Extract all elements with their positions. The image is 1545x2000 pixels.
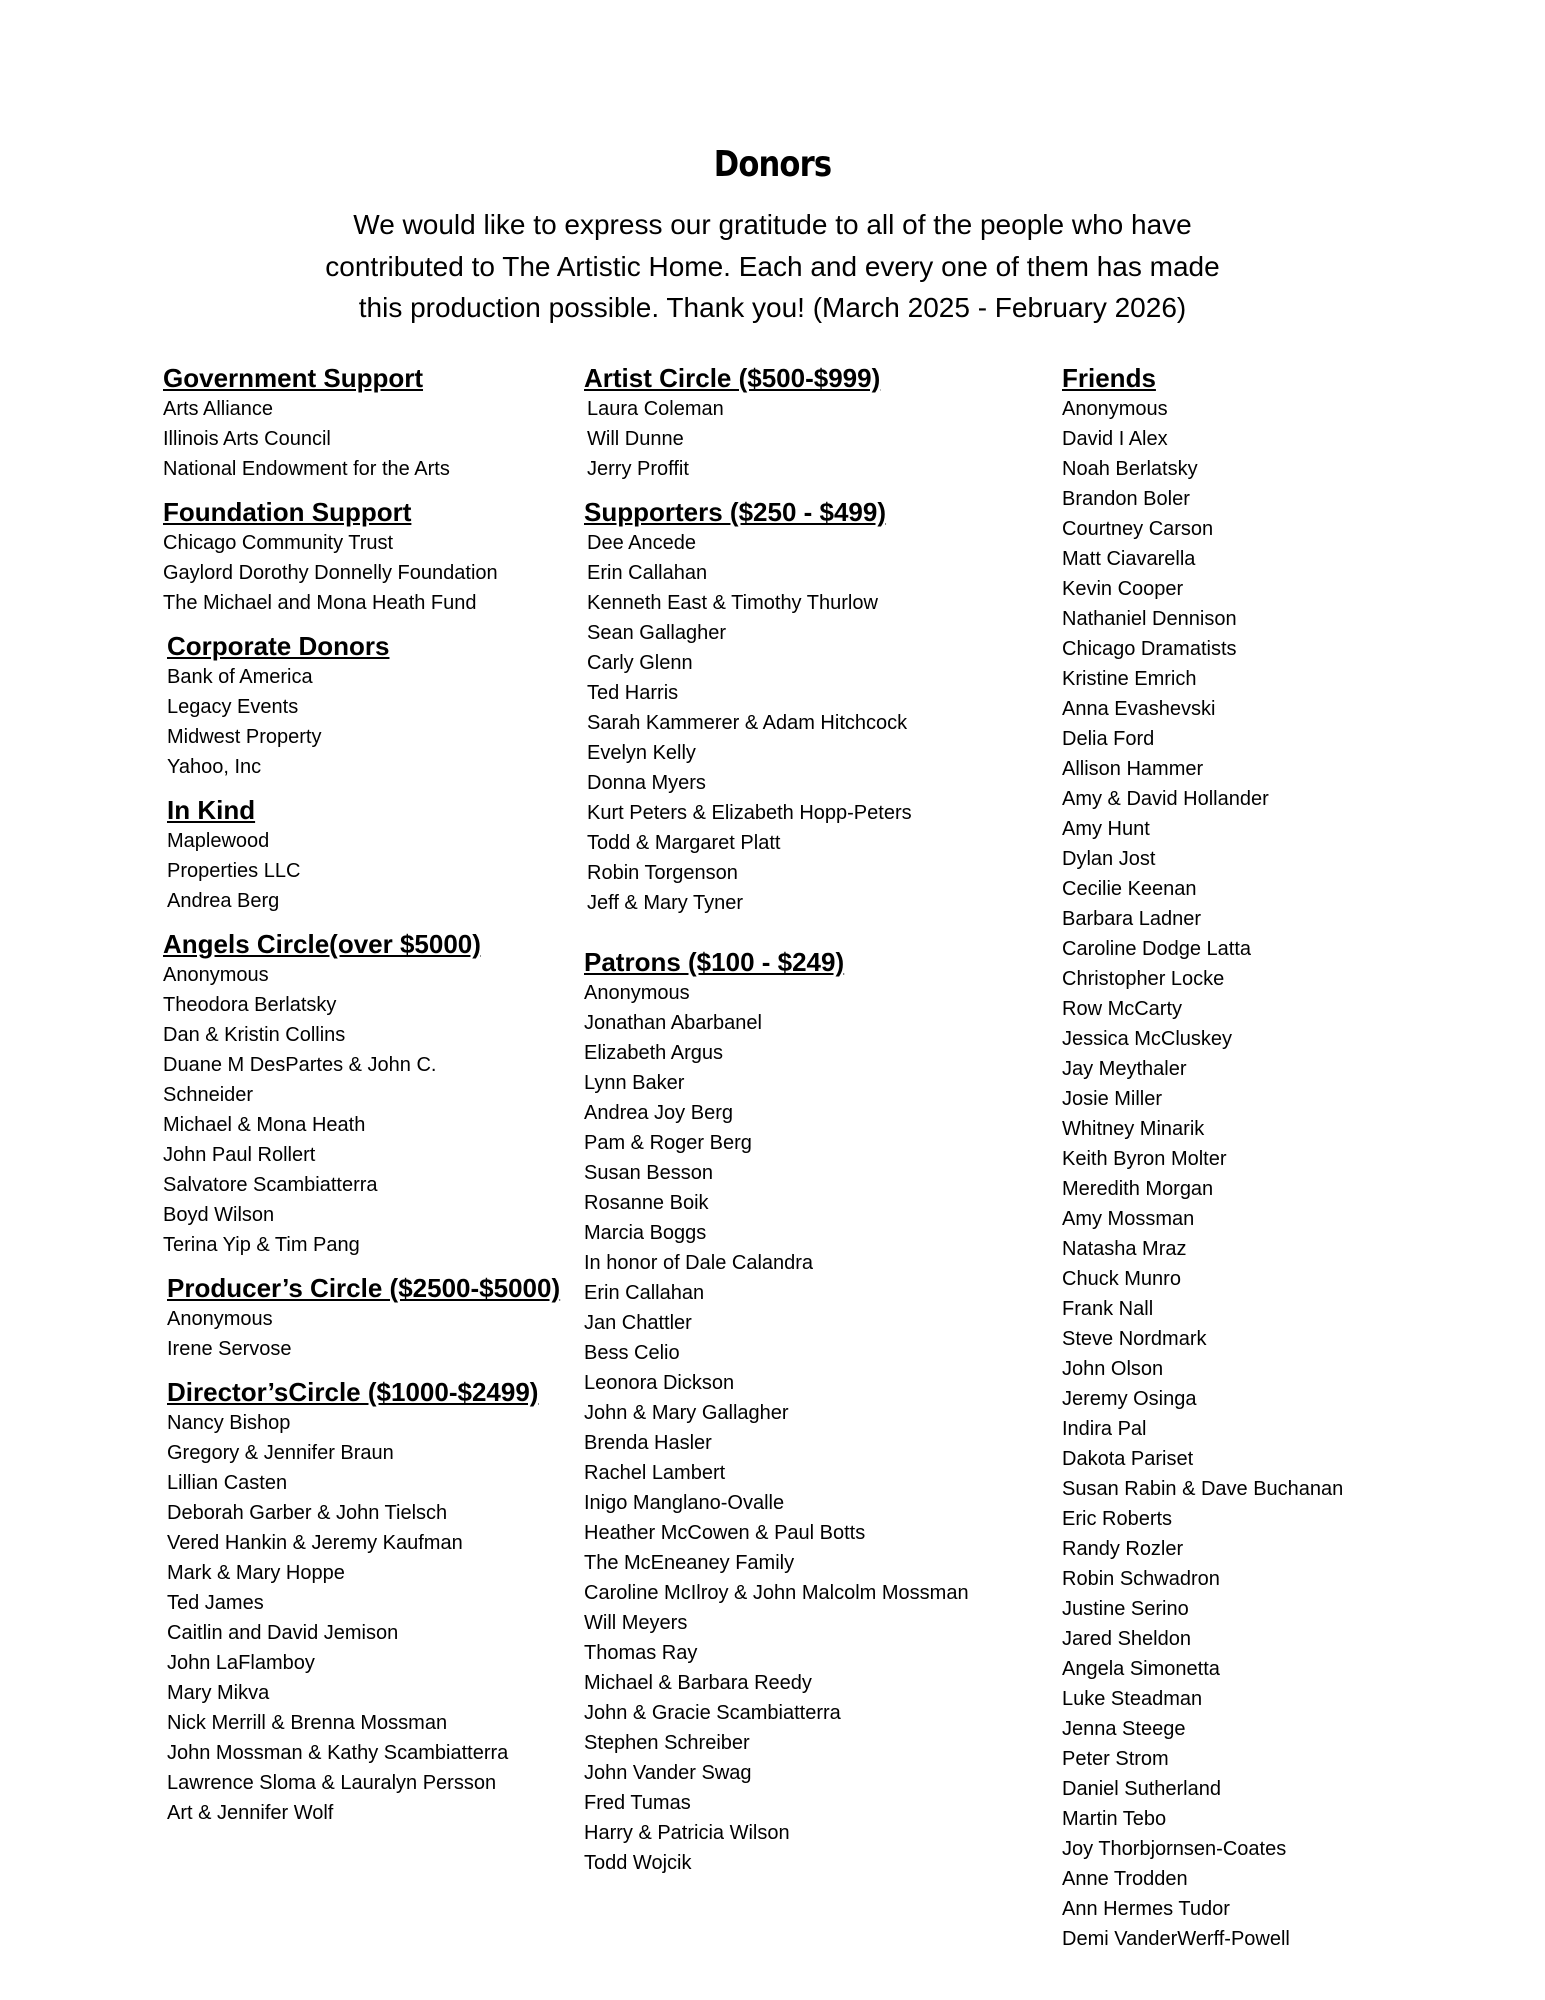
donor-name: Nick Merrill & Brenna Mossman (167, 1712, 448, 1734)
donor-name: Heather McCowen & Paul Botts (584, 1522, 866, 1544)
donor-name: Robin Schwadron (1062, 1568, 1220, 1590)
donor-name: John Paul Rollert (163, 1144, 316, 1166)
donor-name: Noah Berlatsky (1062, 458, 1198, 480)
intro-text (300, 204, 1245, 329)
donor-section (584, 946, 1054, 1878)
donor-name: Lynn Baker (584, 1072, 685, 1094)
donor-name: Carly Glenn (587, 652, 693, 674)
donor-name: Yahoo, Inc (167, 756, 262, 778)
donor-name: Anonymous (163, 964, 269, 986)
donor-name: Chicago Dramatists (1062, 638, 1237, 660)
donor-name: Nancy Bishop (167, 1412, 291, 1434)
donor-list (163, 826, 583, 916)
donor-list (163, 960, 583, 1260)
donor-name: Duane M DesPartes & John C. (163, 1054, 437, 1076)
donor-name: Marcia Boggs (584, 1222, 707, 1244)
donor-name: Dakota Pariset (1062, 1448, 1194, 1470)
donor-name: Randy Rozler (1062, 1538, 1184, 1560)
donor-name: Susan Rabin & Dave Buchanan (1062, 1478, 1344, 1500)
donor-name: Rachel Lambert (584, 1462, 726, 1484)
donor-name: Dan & Kristin Collins (163, 1024, 346, 1046)
donor-name: Midwest Property (167, 726, 322, 748)
donor-name: Andrea Joy Berg (584, 1102, 733, 1124)
section-heading: Angels Circle(over $5000) (163, 929, 481, 959)
donor-name: Jeremy Osinga (1062, 1388, 1197, 1410)
donor-section (163, 630, 583, 782)
donor-name: The Michael and Mona Heath Fund (163, 592, 477, 614)
donor-name: John Vander Swag (584, 1762, 752, 1784)
donor-section (163, 1272, 583, 1364)
donor-name: National Endowment for the Arts (163, 458, 450, 480)
donor-name: Maplewood (167, 830, 270, 852)
donor-name: Amy Hunt (1062, 818, 1150, 840)
donor-name: Dee Ancede (587, 532, 696, 554)
donor-name: The McEneaney Family (584, 1552, 795, 1574)
donor-name: Peter Strom (1062, 1748, 1169, 1770)
donor-name: Caroline Dodge Latta (1062, 938, 1252, 960)
donor-list (1062, 394, 1522, 1954)
donor-name: Donna Myers (587, 772, 706, 794)
donor-name: Angela Simonetta (1062, 1658, 1220, 1680)
donor-name: Barbara Ladner (1062, 908, 1201, 930)
donor-name: Mark & Mary Hoppe (167, 1562, 345, 1584)
donor-name: Chicago Community Trust (163, 532, 394, 554)
donor-name: Frank Nall (1062, 1298, 1154, 1320)
donor-name: Harry & Patricia Wilson (584, 1822, 790, 1844)
donor-name: Evelyn Kelly (587, 742, 696, 764)
donor-name: Salvatore Scambiatterra (163, 1174, 378, 1196)
donor-name: David I Alex (1062, 428, 1168, 450)
donor-name: John Mossman & Kathy Scambiatterra (167, 1742, 509, 1764)
section-heading: Director’sCircle ($1000-$2499) (167, 1377, 539, 1407)
donor-list (584, 528, 1054, 918)
donor-name: Legacy Events (167, 696, 299, 718)
donor-name: Rosanne Boik (584, 1192, 709, 1214)
section-heading: Corporate Donors (167, 631, 390, 661)
donor-name: Martin Tebo (1062, 1808, 1167, 1830)
donor-section (163, 496, 583, 618)
donor-name: Luke Steadman (1062, 1688, 1203, 1710)
donor-list (163, 394, 583, 484)
intro-line: contributed to The Artistic Home. Each and every one of them has made (325, 250, 1220, 282)
donor-name: Kevin Cooper (1062, 578, 1184, 600)
donor-name: Susan Besson (584, 1162, 713, 1184)
donor-name: Allison Hammer (1062, 758, 1204, 780)
donor-name: Daniel Sutherland (1062, 1778, 1221, 1800)
donor-name: Erin Callahan (587, 562, 708, 584)
donor-name: Meredith Morgan (1062, 1178, 1214, 1200)
donor-name: Jerry Proffit (587, 458, 689, 480)
donor-name: Justine Serino (1062, 1598, 1189, 1620)
donor-name: Matt Ciavarella (1062, 548, 1196, 570)
donor-name: Brenda Hasler (584, 1432, 712, 1454)
intro-line: We would like to express our gratitude to all of the people who have (353, 209, 1192, 240)
donor-section (163, 1376, 583, 1828)
donor-name: Brandon Boler (1062, 488, 1190, 510)
section-heading: Producer’s Circle ($2500-$5000) (167, 1273, 561, 1303)
donor-name: Steve Nordmark (1062, 1328, 1207, 1350)
donor-name: Jonathan Abarbanel (584, 1012, 762, 1034)
donor-list (584, 394, 1054, 484)
donor-name: Bess Celio (584, 1342, 680, 1364)
donor-name: Terina Yip & Tim Pang (163, 1234, 360, 1256)
donor-name: Lawrence Sloma & Lauralyn Persson (167, 1772, 497, 1794)
donor-name: Lillian Casten (167, 1472, 288, 1494)
donor-name: Fred Tumas (584, 1792, 691, 1814)
donor-name: Elizabeth Argus (584, 1042, 723, 1064)
donor-section (163, 362, 583, 484)
donor-name: Stephen Schreiber (584, 1732, 750, 1754)
donor-name: Ted Harris (587, 682, 679, 704)
donor-section (163, 928, 583, 1260)
donor-list (163, 528, 583, 618)
donor-name: Jay Meythaler (1062, 1058, 1187, 1080)
donor-name: Natasha Mraz (1062, 1238, 1187, 1260)
donor-section (584, 362, 1054, 484)
donor-name: John LaFlamboy (167, 1652, 315, 1674)
section-heading: Patrons ($100 - $249) (584, 947, 845, 977)
donor-name: Sarah Kammerer & Adam Hitchcock (587, 712, 908, 734)
donor-name: Andrea Berg (167, 890, 280, 912)
donor-name: Anonymous (167, 1308, 273, 1330)
donor-name: Demi VanderWerff-Powell (1062, 1928, 1290, 1950)
section-heading: In Kind (167, 795, 256, 825)
donor-name: Jenna Steege (1062, 1718, 1186, 1740)
donor-name: In honor of Dale Calandra (584, 1252, 814, 1274)
donor-name: Gregory & Jennifer Braun (167, 1442, 394, 1464)
donor-name: Anonymous (1062, 398, 1168, 420)
donor-name: Todd & Margaret Platt (587, 832, 781, 854)
donor-list (163, 1408, 583, 1828)
donor-name: John & Gracie Scambiatterra (584, 1702, 841, 1724)
donor-name: Michael & Barbara Reedy (584, 1672, 812, 1694)
donor-name: Leonora Dickson (584, 1372, 735, 1394)
donor-list (163, 662, 583, 782)
donor-name: John Olson (1062, 1358, 1164, 1380)
donor-name: Christopher Locke (1062, 968, 1225, 990)
donor-name: Inigo Manglano-Ovalle (584, 1492, 785, 1514)
donor-name: Caitlin and David Jemison (167, 1622, 399, 1644)
donor-name: Properties LLC (167, 860, 301, 882)
donor-name: Josie Miller (1062, 1088, 1163, 1110)
donor-name: Jan Chattler (584, 1312, 692, 1334)
donor-name: Kenneth East & Timothy Thurlow (587, 592, 878, 614)
donor-column-2 (584, 362, 1054, 1878)
donor-name: Anna Evashevski (1062, 698, 1216, 720)
donor-name: Anne Trodden (1062, 1868, 1188, 1890)
donor-name: Ted James (167, 1592, 264, 1614)
donor-name: Pam & Roger Berg (584, 1132, 752, 1154)
donor-column-1 (163, 362, 583, 1828)
page-title: Donors (713, 144, 832, 185)
donor-column-3 (1062, 362, 1522, 1954)
donor-name: Theodora Berlatsky (163, 994, 337, 1016)
intro-line: this production possible. Thank you! (March 2025 - February 2026) (358, 292, 1187, 323)
donor-name: Chuck Munro (1062, 1268, 1181, 1290)
donor-name: Dylan Jost (1062, 848, 1156, 870)
donor-list (163, 1304, 583, 1364)
donor-name: Deborah Garber & John Tielsch (167, 1502, 448, 1524)
donor-name: Michael & Mona Heath (163, 1114, 366, 1136)
donor-name: Courtney Carson (1062, 518, 1214, 540)
donor-name: Bank of America (167, 666, 313, 688)
donor-name: Erin Callahan (584, 1282, 705, 1304)
section-heading: Foundation Support (163, 497, 412, 527)
donor-name: Cecilie Keenan (1062, 878, 1197, 900)
donor-list (584, 978, 1054, 1878)
donor-name: Ann Hermes Tudor (1062, 1898, 1230, 1920)
section-heading: Artist Circle ($500-$999) (584, 363, 881, 393)
donor-name: Irene Servose (167, 1338, 292, 1360)
donor-name: Sean Gallagher (587, 622, 726, 644)
donor-name: Illinois Arts Council (163, 428, 331, 450)
donor-name: Amy & David Hollander (1062, 788, 1269, 810)
section-heading: Government Support (163, 363, 424, 393)
section-heading: Friends (1062, 363, 1156, 393)
donor-name: Mary Mikva (167, 1682, 270, 1704)
donor-section (163, 794, 583, 916)
donor-name: Thomas Ray (584, 1642, 698, 1664)
donor-name: John & Mary Gallagher (584, 1402, 789, 1424)
donor-name: Todd Wojcik (584, 1852, 692, 1874)
donor-name: Joy Thorbjornsen-Coates (1062, 1838, 1287, 1860)
donor-name: Eric Roberts (1062, 1508, 1173, 1530)
donor-name: Delia Ford (1062, 728, 1155, 750)
donor-name: Will Dunne (587, 428, 684, 450)
donor-name: Arts Alliance (163, 398, 274, 420)
donor-section (1062, 362, 1522, 1954)
donor-name: Robin Torgenson (587, 862, 738, 884)
donor-name: Boyd Wilson (163, 1204, 275, 1226)
donor-name: Row McCarty (1062, 998, 1183, 1020)
donor-name: Gaylord Dorothy Donnelly Foundation (163, 562, 498, 584)
donor-name: Whitney Minarik (1062, 1118, 1205, 1140)
donor-name: Jessica McCluskey (1062, 1028, 1233, 1050)
donor-name: Art & Jennifer Wolf (167, 1802, 334, 1824)
donor-name: Amy Mossman (1062, 1208, 1195, 1230)
donor-name: Kurt Peters & Elizabeth Hopp-Peters (587, 802, 912, 824)
donor-name: Laura Coleman (587, 398, 724, 420)
donor-name: Anonymous (584, 982, 690, 1004)
donor-name: Kristine Emrich (1062, 668, 1197, 690)
donor-section (584, 496, 1054, 918)
donor-name: Schneider (163, 1084, 254, 1106)
donor-name: Indira Pal (1062, 1418, 1147, 1440)
section-heading: Supporters ($250 - $499) (584, 497, 887, 527)
donor-name: Jeff & Mary Tyner (587, 892, 743, 914)
donor-name: Caroline McIlroy & John Malcolm Mossman (584, 1582, 969, 1604)
donor-name: Nathaniel Dennison (1062, 608, 1237, 630)
donor-name: Keith Byron Molter (1062, 1148, 1227, 1170)
donor-name: Vered Hankin & Jeremy Kaufman (167, 1532, 463, 1554)
donor-name: Jared Sheldon (1062, 1628, 1191, 1650)
donor-name: Will Meyers (584, 1612, 688, 1634)
